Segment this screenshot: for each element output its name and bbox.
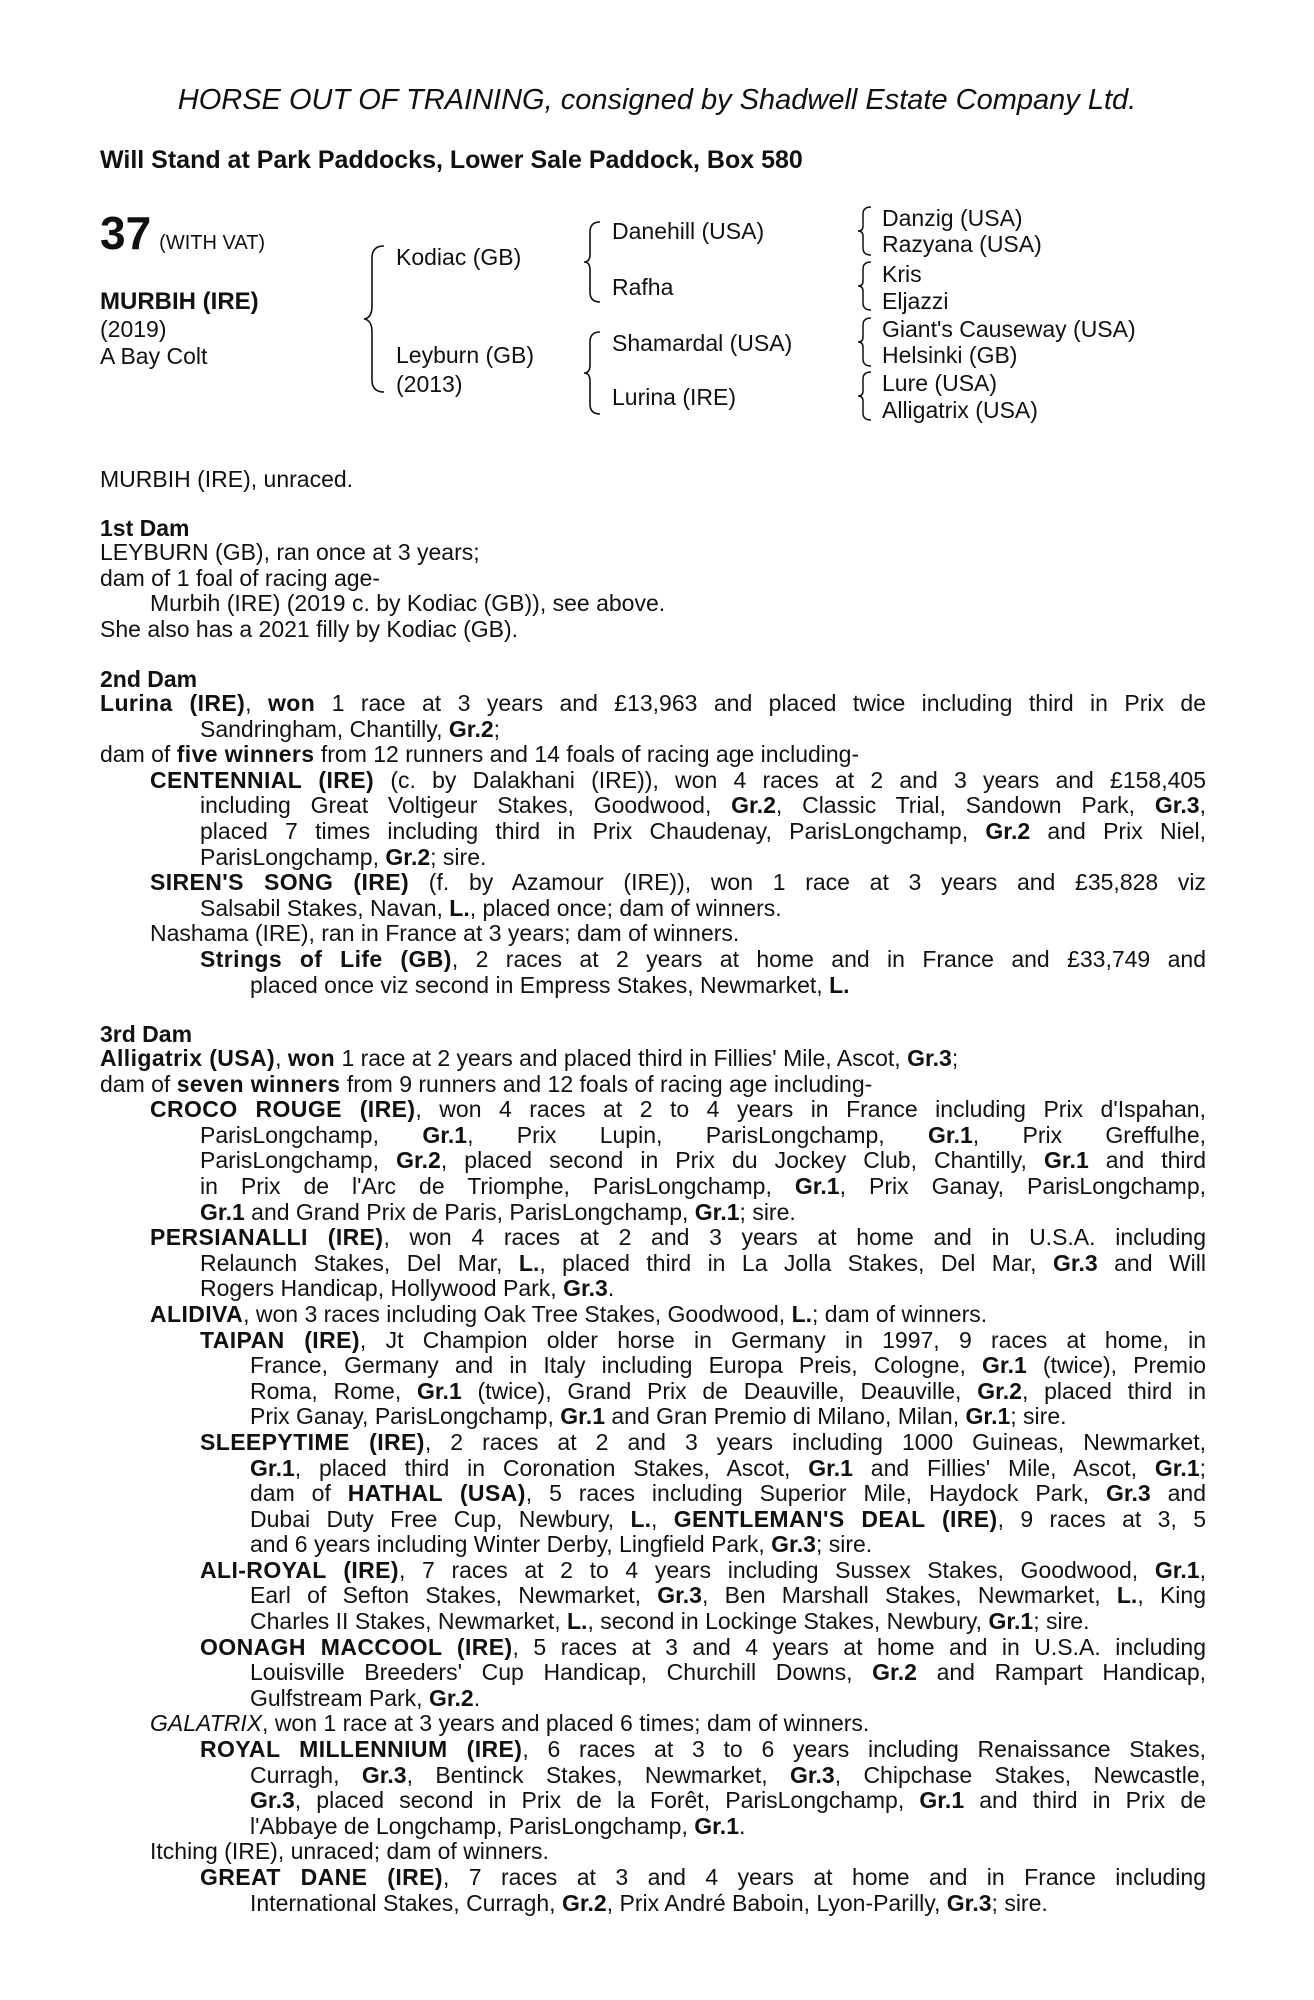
third-dam-line: ALIDIVA, won 3 races including Oak Tree Stakes, Goodwood, L.; dam of winners. bbox=[150, 1300, 988, 1327]
third-dam-line: Alligatrix (USA), won 1 race at 2 years and placed third in Fillies' Mile, Ascot, Gr.3; bbox=[100, 1045, 959, 1071]
third-dam-line: Relaunch Stakes, Del Mar, L., placed third in La Jolla Stakes, Del Mar, Gr.3 and Will bbox=[200, 1249, 1206, 1276]
pedigree-brace-main bbox=[362, 244, 392, 394]
third-dam-line: Gr.1 and Grand Prix de Paris, ParisLongchamp, Gr.1; sire. bbox=[200, 1198, 796, 1225]
third-dam-line: ALI-ROYAL (IRE), 7 races at 2 to 4 years including Sussex Stakes, Goodwood, Gr.1, bbox=[200, 1556, 1206, 1583]
second-dam-line: including Great Voltigeur Stakes, Goodwood, Gr.2, Classic Trial, Sandown Park, Gr.3, bbox=[200, 792, 1206, 819]
lot-number-block bbox=[100, 206, 265, 260]
first-dam-line: dam of 1 foal of racing age- bbox=[100, 564, 380, 591]
third-dam-line: Dubai Duty Free Cup, Newbury, L., GENTLEMAN'S DEAL (IRE), 9 races at 3, 5 bbox=[250, 1505, 1207, 1532]
horse-description: A Bay Colt bbox=[100, 343, 208, 369]
third-dam-line: SLEEPYTIME (IRE), 2 races at 2 and 3 years including 1000 Guineas, Newmarket, bbox=[200, 1428, 1206, 1455]
second-dam-line: Sandringham, Chantilly, Gr.2; bbox=[200, 715, 501, 742]
third-dam-line: PERSIANALLI (IRE), won 4 races at 2 and 3 years at home and in U.S.A. including bbox=[150, 1224, 1206, 1251]
third-dam-line: Louisville Breeders' Cup Handicap, Churchill Downs, Gr.2 and Rampart Handicap, bbox=[250, 1659, 1207, 1686]
horse-name: MURBIH (IRE) bbox=[100, 288, 259, 315]
second-dam-heading: 2nd Dam bbox=[100, 666, 198, 692]
third-dam-line: GALATRIX, won 1 race at 3 years and placed 6 times; dam of winners. bbox=[150, 1710, 870, 1737]
third-dam-line: Curragh, Gr.3, Bentinck Stakes, Newmarket, Gr.3, Chipchase Stakes, Newcastle, bbox=[250, 1761, 1206, 1788]
pedigree-g3: Kris bbox=[882, 261, 922, 287]
second-dam-line: Strings of Life (GB), 2 races at 2 years at home and in France and £33,749 and bbox=[200, 945, 1206, 972]
pedigree-g2: Razyana (USA) bbox=[882, 231, 1042, 257]
third-dam-line: ParisLongchamp, Gr.1, Prix Lupin, ParisLongchamp, Gr.1, Prix Greffulhe, bbox=[200, 1121, 1206, 1148]
pedigree-brace-g4 bbox=[856, 370, 876, 422]
third-dam-line: Gulfstream Park, Gr.2. bbox=[250, 1684, 481, 1711]
second-dam-line: Nashama (IRE), ran in France at 3 years; dam of winners. bbox=[150, 920, 740, 947]
pedigree-g6: Helsinki (GB) bbox=[882, 342, 1018, 368]
consignor-heading: HORSE OUT OF TRAINING, consigned by Shadwell Estate Company Ltd. bbox=[177, 84, 1137, 116]
third-dam-heading: 3rd Dam bbox=[100, 1021, 193, 1047]
second-dam-block bbox=[100, 691, 1206, 998]
third-dam-line: l'Abbaye de Longchamp, ParisLongchamp, Gr.1. bbox=[250, 1812, 746, 1839]
third-dam-line: Rogers Handicap, Hollywood Park, Gr.3. bbox=[200, 1275, 615, 1302]
pedigree-g7: Lure (USA) bbox=[882, 370, 998, 396]
first-dam-heading: 1st Dam bbox=[100, 515, 190, 541]
third-dam-line: Roma, Rome, Gr.1 (twice), Grand Prix de Deauville, Deauville, Gr.2, placed third in bbox=[250, 1377, 1206, 1404]
pedigree-brace-sire bbox=[582, 220, 606, 304]
third-dam-line: and 6 years including Winter Derby, Lingfield Park, Gr.3; sire. bbox=[250, 1531, 873, 1558]
race-summary: MURBIH (IRE), unraced. bbox=[100, 466, 354, 492]
third-dam-block bbox=[100, 1046, 1206, 1916]
pedigree-sire: Kodiac (GB) bbox=[396, 244, 522, 270]
pedigree-brace-g3 bbox=[856, 316, 876, 368]
pedigree-dam-year: (2013) bbox=[396, 371, 463, 397]
pedigree-brace-g2 bbox=[856, 260, 876, 312]
pedigree-brace-g1 bbox=[856, 205, 876, 257]
foaling-year: (2019) bbox=[100, 316, 167, 342]
third-dam-line: Prix Ganay, ParisLongchamp, Gr.1 and Gran Premio di Milano, Milan, Gr.1; sire. bbox=[250, 1403, 1067, 1430]
second-dam-line: Salsabil Stakes, Navan, L., placed once; dam of winners. bbox=[200, 894, 782, 921]
pedigree-g1: Danzig (USA) bbox=[882, 205, 1023, 231]
pedigree-g5: Giant's Causeway (USA) bbox=[882, 316, 1136, 342]
third-dam-line: Itching (IRE), unraced; dam of winners. bbox=[150, 1838, 549, 1865]
third-dam-line: Gr.3, placed second in Prix de la Forêt, ParisLongchamp, Gr.1 and third in Prix de bbox=[250, 1787, 1206, 1814]
third-dam-line: Gr.1, placed third in Coronation Stakes, Ascot, Gr.1 and Fillies' Mile, Ascot, Gr.1; bbox=[250, 1454, 1207, 1481]
first-dam-line: She also has a 2021 filly by Kodiac (GB). bbox=[100, 615, 519, 642]
pedigree-g4: Eljazzi bbox=[882, 288, 949, 314]
third-dam-line: GREAT DANE (IRE), 7 races at 3 and 4 years at home and in France including bbox=[200, 1864, 1206, 1890]
third-dam-line: OONAGH MACCOOL (IRE), 5 races at 3 and 4 years at home and in U.S.A. including bbox=[200, 1633, 1206, 1660]
third-dam-line: Earl of Sefton Stakes, Newmarket, Gr.3, Ben Marshall Stakes, Newmarket, L., King bbox=[250, 1582, 1206, 1609]
pedigree-brace-dam bbox=[582, 330, 606, 416]
second-dam-line: placed 7 times including third in Prix Chaudenay, ParisLongchamp, Gr.2 and Prix Niel, bbox=[200, 817, 1206, 844]
pedigree-dam-sire: Shamardal (USA) bbox=[612, 330, 793, 356]
pedigree-sire-dam: Rafha bbox=[612, 274, 674, 300]
third-dam-line: dam of seven winners from 9 runners and 12 foals of racing age including- bbox=[100, 1070, 873, 1097]
pedigree-sire-sire: Danehill (USA) bbox=[612, 218, 765, 244]
third-dam-line: TAIPAN (IRE), Jt Champion older horse in Germany in 1997, 9 races at home, in bbox=[200, 1326, 1206, 1353]
third-dam-line: International Stakes, Curragh, Gr.2, Prix André Baboin, Lyon-Parilly, Gr.3; sire. bbox=[250, 1889, 1048, 1916]
second-dam-line: ParisLongchamp, Gr.2; sire. bbox=[200, 843, 487, 870]
third-dam-line: ROYAL MILLENNIUM (IRE), 6 races at 3 to 6 years including Renaissance Stakes, bbox=[200, 1736, 1206, 1763]
third-dam-line: dam of HATHAL (USA), 5 races including Superior Mile, Haydock Park, Gr.3 and bbox=[250, 1480, 1206, 1507]
first-dam-block bbox=[100, 540, 1200, 642]
third-dam-line: in Prix de l'Arc de Triomphe, ParisLongchamp, Gr.1, Prix Ganay, ParisLongchamp, bbox=[200, 1172, 1207, 1199]
second-dam-line: placed once viz second in Empress Stakes, Newmarket, L. bbox=[250, 971, 850, 998]
second-dam-line: SIREN'S SONG (IRE) (f. by Azamour (IRE)), won 1 race at 3 years and £35,828 viz bbox=[150, 869, 1206, 896]
lot-number: 37 bbox=[100, 207, 152, 259]
pedigree-dam: Leyburn (GB) bbox=[396, 342, 535, 368]
stand-location: Will Stand at Park Paddocks, Lower Sale Paddock, Box 580 bbox=[100, 146, 803, 174]
pedigree-dam-dam: Lurina (IRE) bbox=[612, 384, 736, 410]
first-dam-line: LEYBURN (GB), ran once at 3 years; bbox=[100, 539, 480, 565]
first-dam-line: Murbih (IRE) (2019 c. by Kodiac (GB)), see above. bbox=[150, 590, 666, 617]
second-dam-line: Lurina (IRE), won 1 race at 3 years and £13,963 and placed twice including third in Prix de bbox=[100, 690, 1207, 716]
third-dam-line: Charles II Stakes, Newmarket, L., second in Lockinge Stakes, Newbury, Gr.1; sire. bbox=[250, 1608, 1090, 1635]
vat-note: (WITH VAT) bbox=[159, 232, 266, 254]
third-dam-line: ParisLongchamp, Gr.2, placed second in Prix du Jockey Club, Chantilly, Gr.1 and third bbox=[200, 1147, 1206, 1174]
second-dam-line: dam of five winners from 12 runners and 14 foals of racing age including- bbox=[100, 741, 860, 768]
second-dam-line: CENTENNIAL (IRE) (c. by Dalakhani (IRE)), won 4 races at 2 and 3 years and £158,405 bbox=[150, 766, 1206, 793]
pedigree-g8: Alligatrix (USA) bbox=[882, 397, 1038, 423]
third-dam-line: France, Germany and in Italy including Europa Preis, Cologne, Gr.1 (twice), Premio bbox=[250, 1352, 1206, 1379]
third-dam-line: CROCO ROUGE (IRE), won 4 races at 2 to 4 years in France including Prix d'Ispahan, bbox=[150, 1096, 1206, 1123]
